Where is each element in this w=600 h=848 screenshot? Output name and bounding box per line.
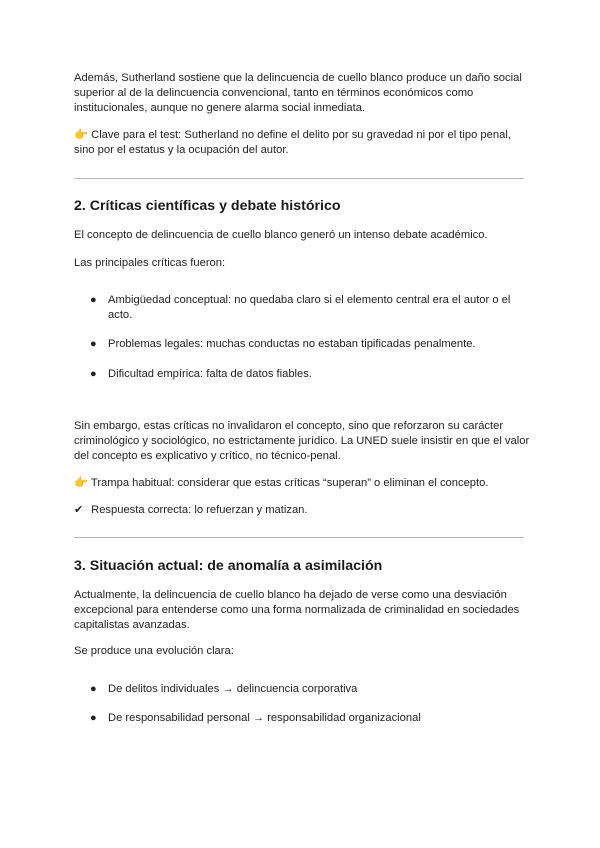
list-item-text: De delitos individuales → delincuencia corporativa xyxy=(108,683,358,695)
section-divider xyxy=(74,537,524,538)
list-item-text: De responsabilidad personal → responsabilidad organizacional xyxy=(108,712,421,724)
list-item xyxy=(90,293,530,323)
section-2-paragraph-1: El concepto de delincuencia de cuello blanco generó un intenso debate académico. xyxy=(74,229,488,241)
bullet-icon: ● xyxy=(90,712,97,724)
list-item xyxy=(90,682,530,697)
key-note xyxy=(74,128,534,158)
list-item xyxy=(90,337,530,352)
section-3-paragraph-2: Se produce una evolución clara: xyxy=(74,645,234,657)
check-mark-icon: ✔ xyxy=(74,504,84,516)
intro-paragraph: Además, Sutherland sostiene que la delincuencia de cuello blanco produce un daño social superior al de la delincuencia convencional, tanto en términos económicos como institucionales, aunque no genere alarma social inmediata. xyxy=(74,72,522,114)
bullet-icon: ● xyxy=(90,338,97,350)
section-divider xyxy=(74,178,524,179)
trap-note-text: Trampa habitual: considerar que estas críticas “superan” o eliminan el concepto. xyxy=(90,477,489,489)
list-item-text: Dificultad empírica: falta de datos fiables. xyxy=(108,368,312,380)
bullet-icon: ● xyxy=(90,294,97,306)
bullet-icon: ● xyxy=(90,368,97,380)
answer-note-text: Respuesta correcta: lo refuerzan y matizan. xyxy=(91,504,308,516)
key-note-text: Clave para el test: Sutherland no define el delito por su gravedad ni por el tipo penal, sino por el estatus y la ocupación del autor. xyxy=(74,129,511,156)
pointing-hand-icon: 👉 xyxy=(74,129,88,141)
section-2-paragraph-2: Las principales críticas fueron: xyxy=(74,257,226,269)
list-item-text: Ambigüedad conceptual: no quedaba claro si el elemento central era el autor o el acto. xyxy=(108,294,511,321)
answer-note xyxy=(74,503,534,518)
section-2-heading: 2. Críticas científicas y debate histórico xyxy=(74,198,341,214)
list-item-text: Problemas legales: muchas conductas no estaban tipificadas penalmente. xyxy=(108,338,476,350)
list-item xyxy=(90,367,530,382)
section-3-paragraph-1: Actualmente, la delincuencia de cuello blanco ha dejado de verse como una desviación excepcional para entenderse como una forma normalizada de criminalidad en sociedades capitalistas avanzadas. xyxy=(74,589,520,631)
trap-note xyxy=(74,476,534,491)
bullet-icon: ● xyxy=(90,683,97,695)
pointing-hand-icon: 👉 xyxy=(74,477,88,489)
list-item xyxy=(90,711,530,726)
section-2-paragraph-3: Sin embargo, estas críticas no invalidaron el concepto, sino que reforzaron su carácter criminológico y sociológico, no estrictamente jurídico. La UNED suele insistir en que el valor del concepto es explicativo y crítico, no técnico-penal. xyxy=(74,420,530,462)
section-3-heading: 3. Situación actual: de anomalía a asimilación xyxy=(74,558,383,574)
